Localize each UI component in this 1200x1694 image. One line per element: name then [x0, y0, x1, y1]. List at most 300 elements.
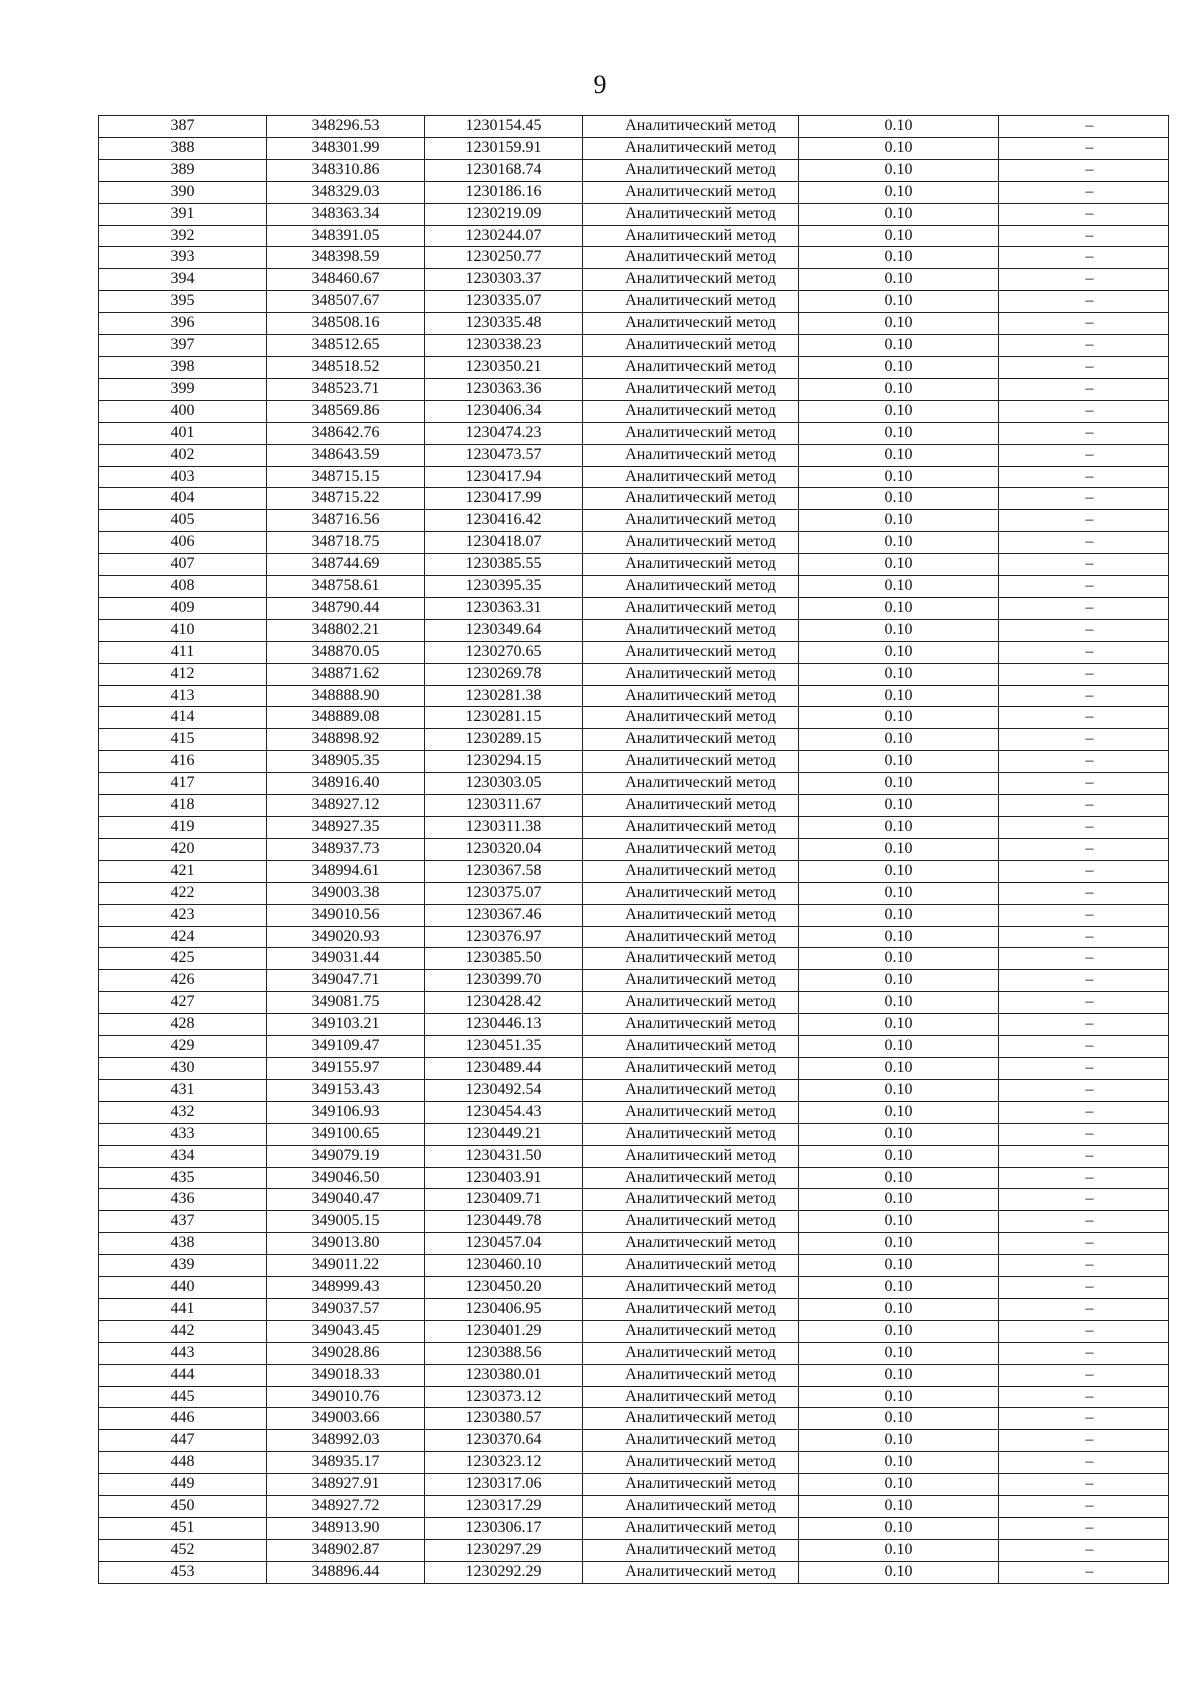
accuracy-cell: 0.10 — [799, 1342, 999, 1364]
point-number-cell: 418 — [99, 795, 267, 817]
point-number-cell: 445 — [99, 1386, 267, 1408]
table-row — [99, 488, 1169, 510]
table-row — [99, 422, 1169, 444]
point-number-cell: 439 — [99, 1255, 267, 1277]
point-number-cell: 421 — [99, 860, 267, 882]
method-cell: Аналитический метод — [583, 335, 799, 357]
note-cell: – — [999, 860, 1169, 882]
x-coordinate-cell: 348523.71 — [267, 378, 425, 400]
table-row — [99, 1123, 1169, 1145]
point-number-cell: 395 — [99, 291, 267, 313]
table-row — [99, 1496, 1169, 1518]
table-row — [99, 926, 1169, 948]
x-coordinate-cell: 348935.17 — [267, 1452, 425, 1474]
method-cell: Аналитический метод — [583, 992, 799, 1014]
point-number-cell: 416 — [99, 751, 267, 773]
method-cell: Аналитический метод — [583, 422, 799, 444]
accuracy-cell: 0.10 — [799, 532, 999, 554]
note-cell: – — [999, 1364, 1169, 1386]
method-cell: Аналитический метод — [583, 356, 799, 378]
method-cell: Аналитический метод — [583, 1386, 799, 1408]
x-coordinate-cell: 348643.59 — [267, 444, 425, 466]
method-cell: Аналитический метод — [583, 817, 799, 839]
point-number-cell: 419 — [99, 817, 267, 839]
note-cell: – — [999, 1057, 1169, 1079]
accuracy-cell: 0.10 — [799, 970, 999, 992]
y-coordinate-cell: 1230317.29 — [425, 1496, 583, 1518]
note-cell: – — [999, 1298, 1169, 1320]
table-row — [99, 466, 1169, 488]
accuracy-cell: 0.10 — [799, 1277, 999, 1299]
table-row — [99, 1211, 1169, 1233]
point-number-cell: 415 — [99, 729, 267, 751]
y-coordinate-cell: 1230395.35 — [425, 576, 583, 598]
x-coordinate-cell: 349037.57 — [267, 1298, 425, 1320]
table-row — [99, 313, 1169, 335]
y-coordinate-cell: 1230250.77 — [425, 247, 583, 269]
point-number-cell: 442 — [99, 1320, 267, 1342]
y-coordinate-cell: 1230363.36 — [425, 378, 583, 400]
y-coordinate-cell: 1230376.97 — [425, 926, 583, 948]
method-cell: Аналитический метод — [583, 1539, 799, 1561]
table-row — [99, 247, 1169, 269]
method-cell: Аналитический метод — [583, 1298, 799, 1320]
method-cell: Аналитический метод — [583, 1014, 799, 1036]
method-cell: Аналитический метод — [583, 1123, 799, 1145]
table-row — [99, 904, 1169, 926]
x-coordinate-cell: 348802.21 — [267, 619, 425, 641]
method-cell: Аналитический метод — [583, 1561, 799, 1583]
table-row — [99, 838, 1169, 860]
y-coordinate-cell: 1230428.42 — [425, 992, 583, 1014]
note-cell: – — [999, 926, 1169, 948]
accuracy-cell: 0.10 — [799, 1255, 999, 1277]
table-row — [99, 1386, 1169, 1408]
table-row — [99, 751, 1169, 773]
note-cell: – — [999, 1036, 1169, 1058]
table-row — [99, 597, 1169, 619]
y-coordinate-cell: 1230281.15 — [425, 707, 583, 729]
x-coordinate-cell: 349018.33 — [267, 1364, 425, 1386]
accuracy-cell: 0.10 — [799, 181, 999, 203]
x-coordinate-cell: 348888.90 — [267, 685, 425, 707]
accuracy-cell: 0.10 — [799, 247, 999, 269]
note-cell: – — [999, 838, 1169, 860]
point-number-cell: 393 — [99, 247, 267, 269]
point-number-cell: 434 — [99, 1145, 267, 1167]
x-coordinate-cell: 349011.22 — [267, 1255, 425, 1277]
method-cell: Аналитический метод — [583, 1101, 799, 1123]
x-coordinate-cell: 349028.86 — [267, 1342, 425, 1364]
x-coordinate-cell: 348889.08 — [267, 707, 425, 729]
accuracy-cell: 0.10 — [799, 203, 999, 225]
method-cell: Аналитический метод — [583, 1167, 799, 1189]
method-cell: Аналитический метод — [583, 488, 799, 510]
method-cell: Аналитический метод — [583, 554, 799, 576]
note-cell: – — [999, 882, 1169, 904]
table-row — [99, 1408, 1169, 1430]
accuracy-cell: 0.10 — [799, 576, 999, 598]
y-coordinate-cell: 1230385.50 — [425, 948, 583, 970]
x-coordinate-cell: 348927.72 — [267, 1496, 425, 1518]
note-cell: – — [999, 685, 1169, 707]
table-row — [99, 1452, 1169, 1474]
y-coordinate-cell: 1230186.16 — [425, 181, 583, 203]
accuracy-cell: 0.10 — [799, 838, 999, 860]
y-coordinate-cell: 1230457.04 — [425, 1233, 583, 1255]
method-cell: Аналитический метод — [583, 159, 799, 181]
note-cell: – — [999, 1189, 1169, 1211]
y-coordinate-cell: 1230297.29 — [425, 1539, 583, 1561]
note-cell: – — [999, 1255, 1169, 1277]
table-row — [99, 1014, 1169, 1036]
point-number-cell: 396 — [99, 313, 267, 335]
accuracy-cell: 0.10 — [799, 1167, 999, 1189]
accuracy-cell: 0.10 — [799, 335, 999, 357]
table-row — [99, 817, 1169, 839]
note-cell: – — [999, 335, 1169, 357]
table-row — [99, 641, 1169, 663]
point-number-cell: 410 — [99, 619, 267, 641]
point-number-cell: 427 — [99, 992, 267, 1014]
table-row — [99, 1145, 1169, 1167]
method-cell: Аналитический метод — [583, 1036, 799, 1058]
table-row — [99, 970, 1169, 992]
method-cell: Аналитический метод — [583, 795, 799, 817]
x-coordinate-cell: 348905.35 — [267, 751, 425, 773]
note-cell: – — [999, 1167, 1169, 1189]
point-number-cell: 408 — [99, 576, 267, 598]
table-row — [99, 1079, 1169, 1101]
table-row — [99, 1298, 1169, 1320]
y-coordinate-cell: 1230406.34 — [425, 400, 583, 422]
y-coordinate-cell: 1230460.10 — [425, 1255, 583, 1277]
accuracy-cell: 0.10 — [799, 1211, 999, 1233]
y-coordinate-cell: 1230492.54 — [425, 1079, 583, 1101]
note-cell: – — [999, 904, 1169, 926]
point-number-cell: 423 — [99, 904, 267, 926]
y-coordinate-cell: 1230363.31 — [425, 597, 583, 619]
note-cell: – — [999, 817, 1169, 839]
y-coordinate-cell: 1230474.23 — [425, 422, 583, 444]
accuracy-cell: 0.10 — [799, 1539, 999, 1561]
point-number-cell: 394 — [99, 269, 267, 291]
note-cell: – — [999, 554, 1169, 576]
table-row — [99, 510, 1169, 532]
note-cell: – — [999, 1233, 1169, 1255]
y-coordinate-cell: 1230373.12 — [425, 1386, 583, 1408]
note-cell: – — [999, 729, 1169, 751]
method-cell: Аналитический метод — [583, 619, 799, 641]
point-number-cell: 441 — [99, 1298, 267, 1320]
accuracy-cell: 0.10 — [799, 137, 999, 159]
point-number-cell: 390 — [99, 181, 267, 203]
x-coordinate-cell: 348999.43 — [267, 1277, 425, 1299]
note-cell: – — [999, 400, 1169, 422]
table-row — [99, 1342, 1169, 1364]
point-number-cell: 402 — [99, 444, 267, 466]
table-row — [99, 181, 1169, 203]
x-coordinate-cell: 348896.44 — [267, 1561, 425, 1583]
point-number-cell: 428 — [99, 1014, 267, 1036]
table-row — [99, 137, 1169, 159]
y-coordinate-cell: 1230451.35 — [425, 1036, 583, 1058]
y-coordinate-cell: 1230388.56 — [425, 1342, 583, 1364]
x-coordinate-cell: 348363.34 — [267, 203, 425, 225]
accuracy-cell: 0.10 — [799, 773, 999, 795]
accuracy-cell: 0.10 — [799, 313, 999, 335]
x-coordinate-cell: 348642.76 — [267, 422, 425, 444]
y-coordinate-cell: 1230306.17 — [425, 1518, 583, 1540]
method-cell: Аналитический метод — [583, 1342, 799, 1364]
accuracy-cell: 0.10 — [799, 619, 999, 641]
accuracy-cell: 0.10 — [799, 1518, 999, 1540]
point-number-cell: 444 — [99, 1364, 267, 1386]
coordinates-table-body — [99, 116, 1169, 1584]
accuracy-cell: 0.10 — [799, 685, 999, 707]
accuracy-cell: 0.10 — [799, 992, 999, 1014]
accuracy-cell: 0.10 — [799, 597, 999, 619]
accuracy-cell: 0.10 — [799, 159, 999, 181]
x-coordinate-cell: 349103.21 — [267, 1014, 425, 1036]
coordinates-table — [98, 115, 1169, 1584]
note-cell: – — [999, 1539, 1169, 1561]
table-row — [99, 116, 1169, 138]
note-cell: – — [999, 532, 1169, 554]
y-coordinate-cell: 1230219.09 — [425, 203, 583, 225]
note-cell: – — [999, 116, 1169, 138]
table-row — [99, 1320, 1169, 1342]
table-row — [99, 1189, 1169, 1211]
page-number: 9 — [593, 70, 607, 99]
y-coordinate-cell: 1230375.07 — [425, 882, 583, 904]
accuracy-cell: 0.10 — [799, 1036, 999, 1058]
method-cell: Аналитический метод — [583, 1518, 799, 1540]
note-cell: – — [999, 619, 1169, 641]
note-cell: – — [999, 269, 1169, 291]
accuracy-cell: 0.10 — [799, 291, 999, 313]
x-coordinate-cell: 348329.03 — [267, 181, 425, 203]
x-coordinate-cell: 348744.69 — [267, 554, 425, 576]
accuracy-cell: 0.10 — [799, 663, 999, 685]
x-coordinate-cell: 349153.43 — [267, 1079, 425, 1101]
y-coordinate-cell: 1230409.71 — [425, 1189, 583, 1211]
table-row — [99, 1233, 1169, 1255]
table-row — [99, 992, 1169, 1014]
table-row — [99, 795, 1169, 817]
method-cell: Аналитический метод — [583, 751, 799, 773]
table-row — [99, 663, 1169, 685]
accuracy-cell: 0.10 — [799, 1408, 999, 1430]
y-coordinate-cell: 1230317.06 — [425, 1474, 583, 1496]
accuracy-cell: 0.10 — [799, 1057, 999, 1079]
note-cell: – — [999, 970, 1169, 992]
note-cell: – — [999, 444, 1169, 466]
y-coordinate-cell: 1230403.91 — [425, 1167, 583, 1189]
y-coordinate-cell: 1230289.15 — [425, 729, 583, 751]
point-number-cell: 433 — [99, 1123, 267, 1145]
method-cell: Аналитический метод — [583, 1255, 799, 1277]
method-cell: Аналитический метод — [583, 1189, 799, 1211]
note-cell: – — [999, 291, 1169, 313]
note-cell: – — [999, 1320, 1169, 1342]
note-cell: – — [999, 576, 1169, 598]
y-coordinate-cell: 1230281.38 — [425, 685, 583, 707]
y-coordinate-cell: 1230168.74 — [425, 159, 583, 181]
note-cell: – — [999, 1079, 1169, 1101]
y-coordinate-cell: 1230311.38 — [425, 817, 583, 839]
y-coordinate-cell: 1230269.78 — [425, 663, 583, 685]
accuracy-cell: 0.10 — [799, 1101, 999, 1123]
accuracy-cell: 0.10 — [799, 356, 999, 378]
point-number-cell: 448 — [99, 1452, 267, 1474]
y-coordinate-cell: 1230416.42 — [425, 510, 583, 532]
accuracy-cell: 0.10 — [799, 422, 999, 444]
point-number-cell: 438 — [99, 1233, 267, 1255]
table-row — [99, 269, 1169, 291]
method-cell: Аналитический метод — [583, 291, 799, 313]
point-number-cell: 435 — [99, 1167, 267, 1189]
point-number-cell: 437 — [99, 1211, 267, 1233]
point-number-cell: 405 — [99, 510, 267, 532]
accuracy-cell: 0.10 — [799, 1452, 999, 1474]
x-coordinate-cell: 349106.93 — [267, 1101, 425, 1123]
point-number-cell: 404 — [99, 488, 267, 510]
accuracy-cell: 0.10 — [799, 510, 999, 532]
y-coordinate-cell: 1230489.44 — [425, 1057, 583, 1079]
y-coordinate-cell: 1230406.95 — [425, 1298, 583, 1320]
x-coordinate-cell: 349010.76 — [267, 1386, 425, 1408]
x-coordinate-cell: 348301.99 — [267, 137, 425, 159]
accuracy-cell: 0.10 — [799, 225, 999, 247]
accuracy-cell: 0.10 — [799, 1474, 999, 1496]
x-coordinate-cell: 349003.38 — [267, 882, 425, 904]
method-cell: Аналитический метод — [583, 378, 799, 400]
note-cell: – — [999, 1474, 1169, 1496]
y-coordinate-cell: 1230446.13 — [425, 1014, 583, 1036]
y-coordinate-cell: 1230380.01 — [425, 1364, 583, 1386]
table-row — [99, 159, 1169, 181]
accuracy-cell: 0.10 — [799, 554, 999, 576]
note-cell: – — [999, 597, 1169, 619]
table-row — [99, 948, 1169, 970]
method-cell: Аналитический метод — [583, 838, 799, 860]
point-number-cell: 412 — [99, 663, 267, 685]
method-cell: Аналитический метод — [583, 1233, 799, 1255]
method-cell: Аналитический метод — [583, 576, 799, 598]
method-cell: Аналитический метод — [583, 1079, 799, 1101]
y-coordinate-cell: 1230294.15 — [425, 751, 583, 773]
x-coordinate-cell: 349109.47 — [267, 1036, 425, 1058]
accuracy-cell: 0.10 — [799, 1014, 999, 1036]
note-cell: – — [999, 641, 1169, 663]
note-cell: – — [999, 773, 1169, 795]
accuracy-cell: 0.10 — [799, 400, 999, 422]
note-cell: – — [999, 159, 1169, 181]
y-coordinate-cell: 1230449.78 — [425, 1211, 583, 1233]
x-coordinate-cell: 348715.15 — [267, 466, 425, 488]
y-coordinate-cell: 1230473.57 — [425, 444, 583, 466]
x-coordinate-cell: 349100.65 — [267, 1123, 425, 1145]
y-coordinate-cell: 1230159.91 — [425, 137, 583, 159]
point-number-cell: 401 — [99, 422, 267, 444]
accuracy-cell: 0.10 — [799, 269, 999, 291]
y-coordinate-cell: 1230417.99 — [425, 488, 583, 510]
note-cell: – — [999, 1386, 1169, 1408]
y-coordinate-cell: 1230349.64 — [425, 619, 583, 641]
point-number-cell: 431 — [99, 1079, 267, 1101]
table-row — [99, 1057, 1169, 1079]
table-row — [99, 707, 1169, 729]
x-coordinate-cell: 349040.47 — [267, 1189, 425, 1211]
table-row — [99, 1277, 1169, 1299]
x-coordinate-cell: 349003.66 — [267, 1408, 425, 1430]
accuracy-cell: 0.10 — [799, 116, 999, 138]
method-cell: Аналитический метод — [583, 1277, 799, 1299]
accuracy-cell: 0.10 — [799, 817, 999, 839]
note-cell: – — [999, 378, 1169, 400]
point-number-cell: 451 — [99, 1518, 267, 1540]
accuracy-cell: 0.10 — [799, 1079, 999, 1101]
point-number-cell: 452 — [99, 1539, 267, 1561]
y-coordinate-cell: 1230320.04 — [425, 838, 583, 860]
y-coordinate-cell: 1230303.37 — [425, 269, 583, 291]
note-cell: – — [999, 1145, 1169, 1167]
x-coordinate-cell: 348507.67 — [267, 291, 425, 313]
point-number-cell: 407 — [99, 554, 267, 576]
table-row — [99, 400, 1169, 422]
x-coordinate-cell: 348391.05 — [267, 225, 425, 247]
accuracy-cell: 0.10 — [799, 1233, 999, 1255]
point-number-cell: 443 — [99, 1342, 267, 1364]
note-cell: – — [999, 488, 1169, 510]
point-number-cell: 406 — [99, 532, 267, 554]
method-cell: Аналитический метод — [583, 597, 799, 619]
x-coordinate-cell: 348398.59 — [267, 247, 425, 269]
note-cell: – — [999, 1561, 1169, 1583]
method-cell: Аналитический метод — [583, 641, 799, 663]
note-cell: – — [999, 1277, 1169, 1299]
y-coordinate-cell: 1230417.94 — [425, 466, 583, 488]
note-cell: – — [999, 203, 1169, 225]
point-number-cell: 446 — [99, 1408, 267, 1430]
table-row — [99, 1539, 1169, 1561]
x-coordinate-cell: 348512.65 — [267, 335, 425, 357]
x-coordinate-cell: 348790.44 — [267, 597, 425, 619]
point-number-cell: 440 — [99, 1277, 267, 1299]
table-row — [99, 1101, 1169, 1123]
note-cell: – — [999, 1408, 1169, 1430]
y-coordinate-cell: 1230335.48 — [425, 313, 583, 335]
accuracy-cell: 0.10 — [799, 860, 999, 882]
y-coordinate-cell: 1230323.12 — [425, 1452, 583, 1474]
accuracy-cell: 0.10 — [799, 1430, 999, 1452]
method-cell: Аналитический метод — [583, 225, 799, 247]
accuracy-cell: 0.10 — [799, 1561, 999, 1583]
point-number-cell: 429 — [99, 1036, 267, 1058]
method-cell: Аналитический метод — [583, 904, 799, 926]
y-coordinate-cell: 1230399.70 — [425, 970, 583, 992]
x-coordinate-cell: 348715.22 — [267, 488, 425, 510]
x-coordinate-cell: 348927.12 — [267, 795, 425, 817]
note-cell: – — [999, 1123, 1169, 1145]
note-cell: – — [999, 181, 1169, 203]
method-cell: Аналитический метод — [583, 685, 799, 707]
note-cell: – — [999, 1014, 1169, 1036]
point-number-cell: 397 — [99, 335, 267, 357]
table-row — [99, 729, 1169, 751]
accuracy-cell: 0.10 — [799, 729, 999, 751]
